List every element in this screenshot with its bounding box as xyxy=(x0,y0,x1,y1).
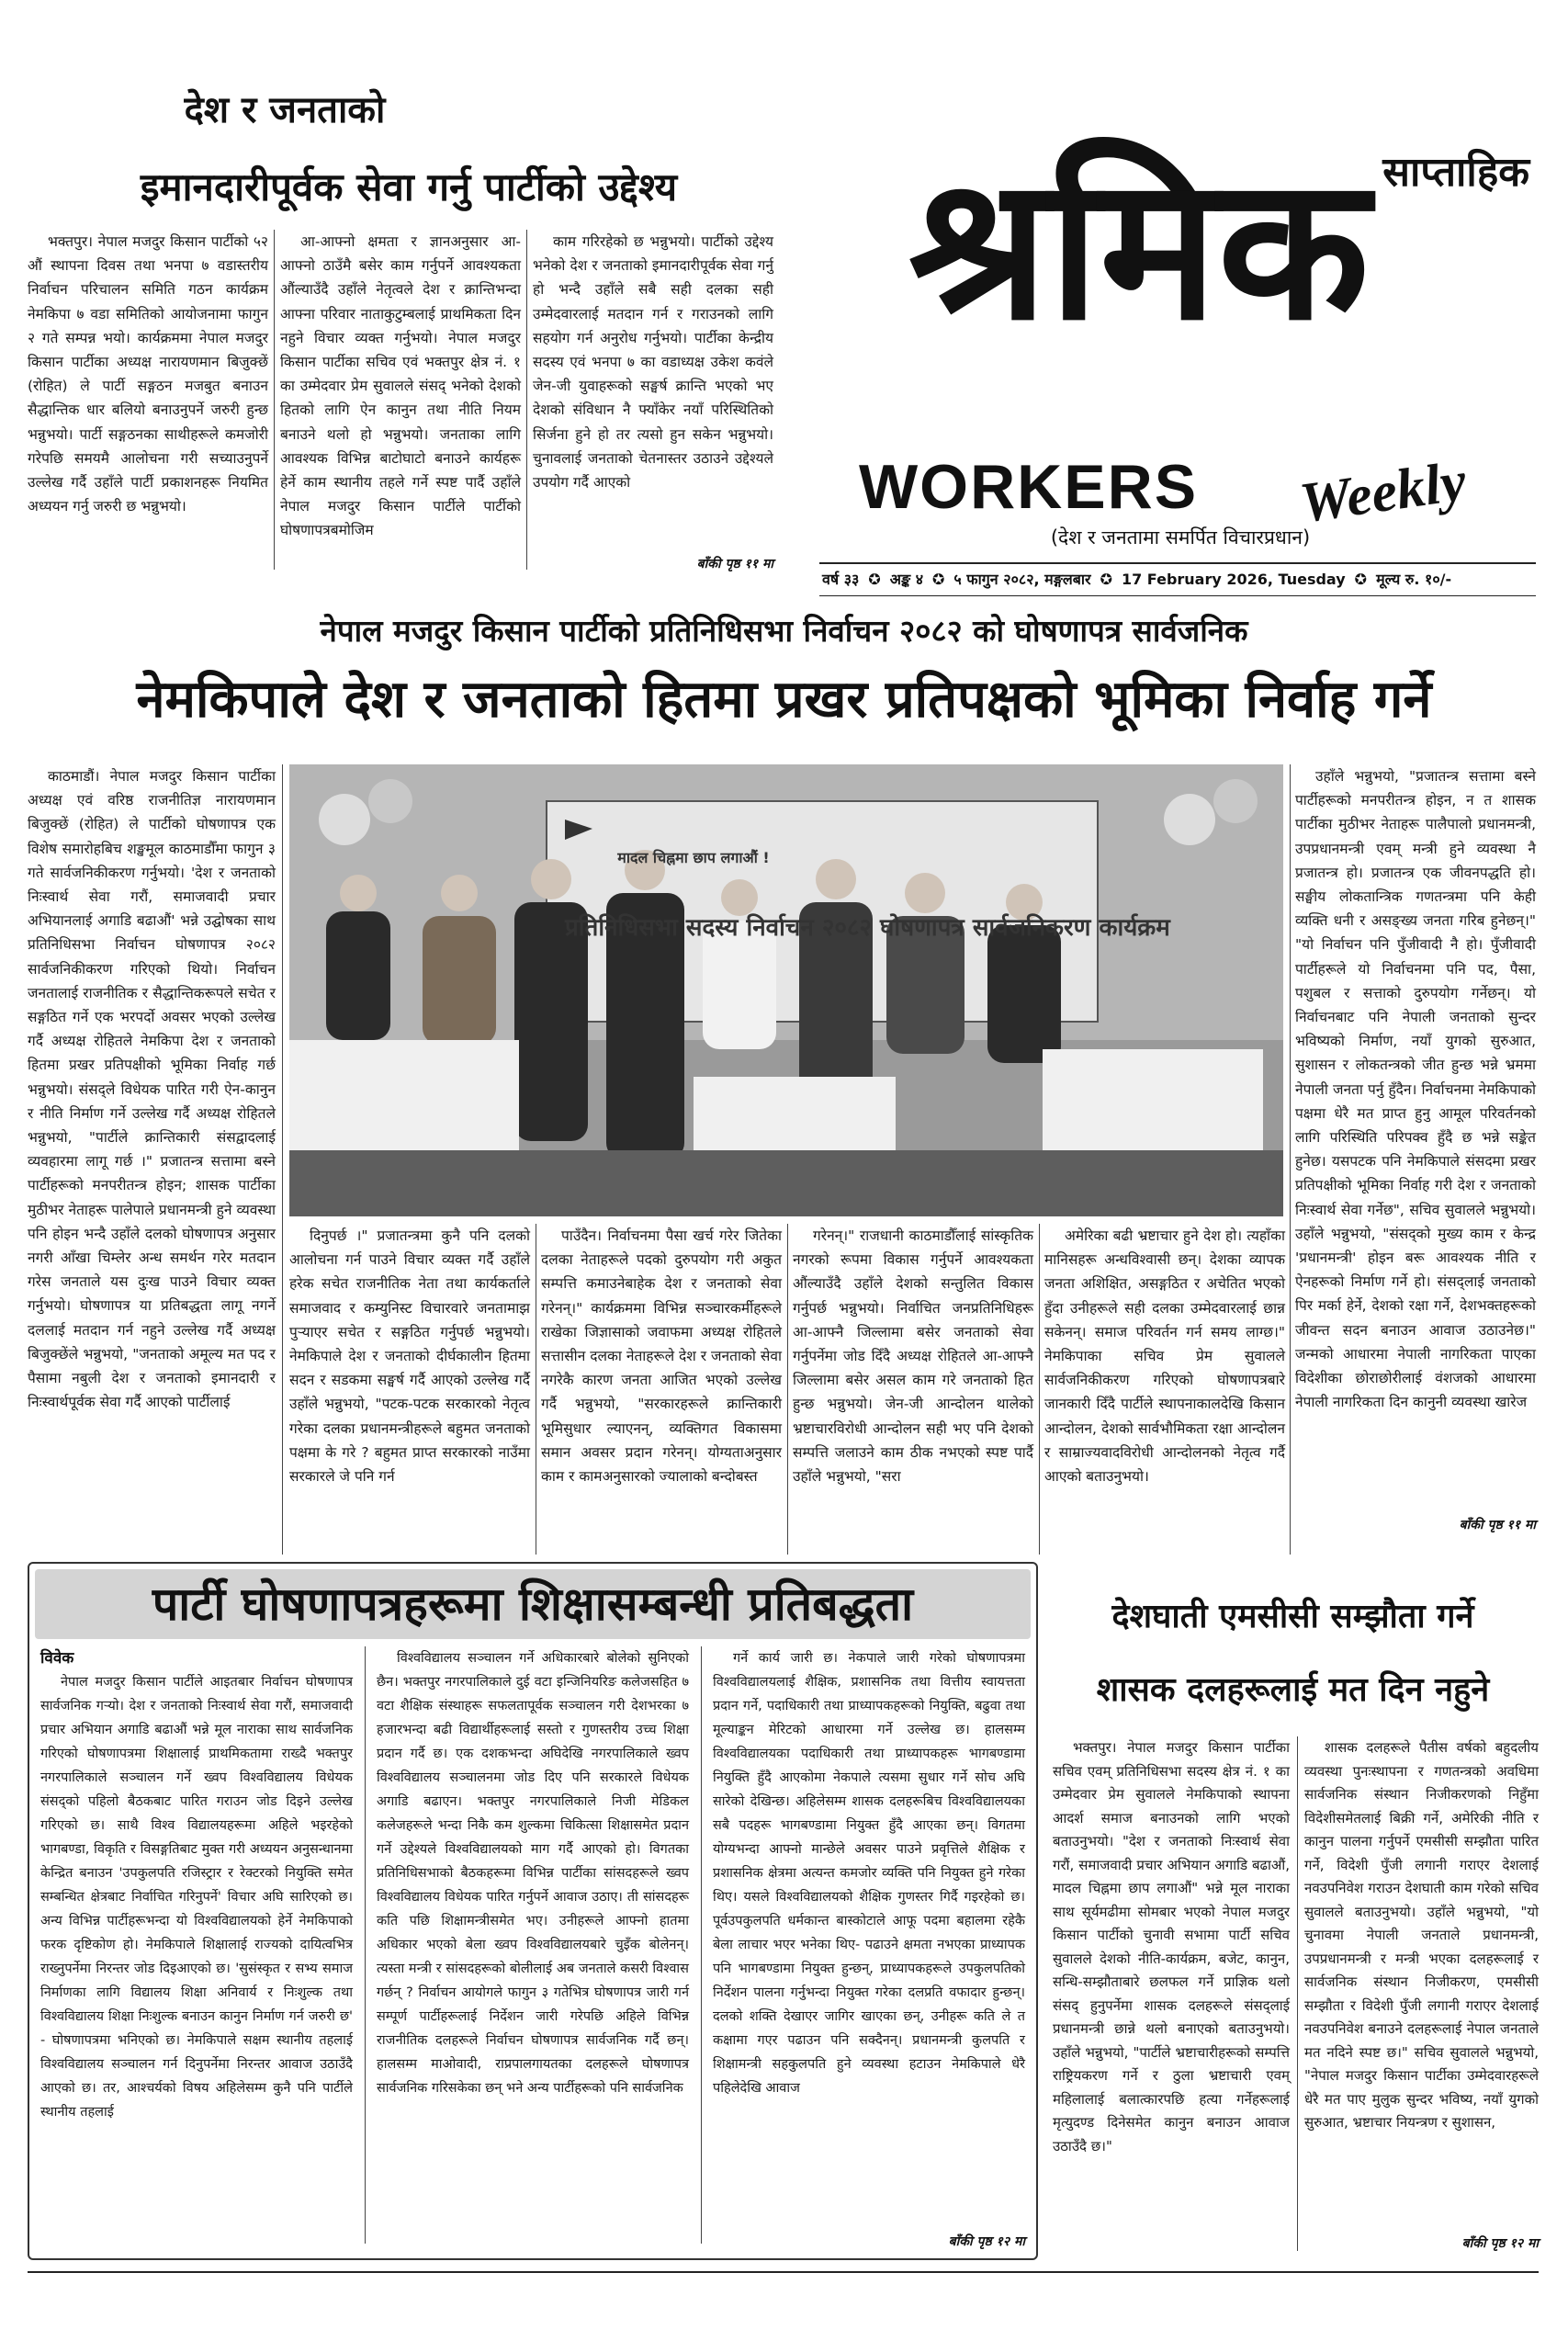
education-col3: गर्ने कार्य जारी छ। नेकपाले जारी गरेको घोषणापत्रमा विश्वविद्यालयलाई शैक्षिक, प्रशासनिक तथा वित्तीय स्वायत्तता प्रदान गर्ने, पदाधिकारी तथा प्राध्यापकहरूको नियुक्ति, बढुवा तथा मूल्याङ्कन मेरिटको आधारमा गर्ने उल्लेख छ। हालसम्म विश्वविद्यालयका पदाधिकारी तथा प्राध्यापकहरू भागबण्डामा नियुक्ति हुँदै आएकोमा नेकपाले त्यसमा सुधार गर्ने सोच अघि सारेको देखिन्छ। अहिलेसम्म शासक दलहरूबिच विश्वविद्यालयका सबै पदहरू भागबण्डामा नियुक्त हुँदै आएका छन्। विगतमा योग्यभन्दा आफ्नो मान्छेले अवसर पाउने प्रवृत्तिले शैक्षिक र प्रशासनिक क्षेत्रमा अत्यन्त कमजोर व्यक्ति पनि नियुक्त हुने गरेका थिए। यसले विश्वविद्यालयको शैक्षिक गुणस्तर गिर्दै गइरहेको छ। पूर्वउपकुलपति धर्मकान्त बास्कोटाले आफू पदमा बहालमा रहेकै बेला लाचार भएर भनेका थिए- पढाउने क्षमता नभएका प्राध्यापक पनि भागबण्डामा नियुक्त हुन्छन्, प्राध्यापकहरूले उपकुलपतिको निर्देशन पालना गर्नुभन्दा नियुक्त गरेका दलप्रति वफादार हुन्छन्। दलको शक्ति देखाएर जागिर खाएका छन्, उनीहरू कति ले त कक्षामा गएर पढाउन पनि सक्दैनन्। प्रधानमन्त्री कुलपति र शिक्षामन्त्री सहकुलपति हुने व्यवस्था हटाउन नेमकिपाले धेरै पहिलेदेखि आवाज xyxy=(713,1651,1025,2096)
photo-banner-text: प्रतिनिधिसभा सदस्य निर्वाचन २०८२ घोषणापत्र सार्वजनिकरण कार्यक्रम xyxy=(565,914,1170,942)
lead-bottom-col3: गरेनन्।" राजधानी काठमाडौँलाई सांस्कृतिक नगरको रूपमा विकास गर्नुपर्ने आवश्यकता औंल्याउँदै उहाँले देशको सन्तुलित विकास गर्नुपर्छ भन्नुभयो। निर्वाचित जनप्रतिनिधिहरू आ-आफ्नै जिल्लामा बसेर जनताको सेवा गर्नुपर्नेमा जोड दिँदै अध्यक्ष रोहितले आ-आफ्नै जिल्लामा बसेर असल काम गरे जनताको हित हुन्छ भन्नुभयो। जेन-जी आन्दोलन थालेको भ्रष्टाचारविरोधी आन्दोलन सही भए पनि देशको सम्पत्ति जलाउने काम ठीक नभएको स्पष्ट पार्दै उहाँले भन्नुभयो, "सरा xyxy=(793,1227,1033,1486)
education-continued: बाँकी पृष्ठ १२ मा xyxy=(948,2234,1025,2249)
lead-col-left: काठमाडौं। नेपाल मजदुर किसान पार्टीका अध्यक्ष एवं वरिष्ठ राजनीतिज्ञ नारायणमान बिजुक्छें (रोहित) ले पार्टीको घोषणापत्र एक विशेष समारोहबिच शङ्खमूल काठमाडौँमा फागुन ३ गते सार्वजनिकीकरण गर्नुभयो। 'देश र जनताको निःस्वार्थ सेवा गरौं, समाजवादी प्रचार अभियानलाई अगाडि बढाऔं' भन्ने उद्घोषका साथ प्रतिनिधिसभा निर्वाचन घोषणापत्र २०८२ सार्वजनिकीकरण गरिएको थियो। निर्वाचन जनतालाई राजनीतिक र सैद्धान्तिकरूपले सचेत र सङ्गठित गर्ने एक भरपर्दो अवसर भएको उल्लेख गर्दै अध्यक्ष रोहितले नेमकिपा देश र जनताको हितमा प्रखर प्रतिपक्षीको भूमिका निर्वाह गर्छ भन्नुभयो। संसद्ले विधेयक पारित गरी ऐन-कानुन र नीति निर्माण गर्ने उल्लेख गर्दै अध्यक्ष रोहितले भन्नुभयो, "पार्टीले क्रान्तिकारी संसद्वादलाई व्यवहारमा लागू गर्छ ।" प्रजातन्त्र सत्तामा बस्ने पार्टीहरूको मनपरीतन्त्र होइन; शासक पार्टीका मुठीभर नेताहरू पालेपाले प्रधानमन्त्री हुने व्यवस्था पनि होइन भन्दै उहाँले दलको घोषणापत्र अनुसार नगरी आँखा चिम्लेर अन्ध समर्थन गरेर मतदान गरेस जनताले यस दुःख पाउने विचार व्यक्त गर्नुभयो। घोषणापत्र या प्रतिबद्धता लागू नगर्ने दललाई मतदान गर्न नहुने उल्लेख गर्दै अध्यक्ष बिजुक्छेंले भन्नुभयो, "जनताको अमूल्य मत पद र पैसामा नबुली देश र जनताको इमानदारी र निःस्वार्थपूर्वक सेवा गर्दै आएको पार्टीलाई xyxy=(28,768,276,1411)
lead-bottom-col1: दिनुपर्छ ।" प्रजातन्त्रमा कुनै पनि दलको आलोचना गर्न पाउने विचार व्यक्त गर्दै उहाँले हरेक सचेत राजनीतिक नेता तथा कार्यकर्ताले समाजवाद र कम्युनिस्ट विचारवारे जनतामाझ पुऱ्याएर सचेत र सङ्गठित गर्नुपर्छ भन्नुभयो। नेमकिपाले देश र जनताको दीर्घकालीन हितमा सदन र सडकमा सङ्घर्ष गर्दै आएको उल्लेख गर्दै उहाँले भन्नुभयो, "पटक-पटक सरकारको नेतृत्व गरेका दलका प्रधानमन्त्रीहरूले बहुमत जनताको पक्षमा के गरे ? बहुमत प्राप्त सरकारको नाउँमा सरकारले जे पनि गर्न xyxy=(289,1227,530,1486)
top-story-col1: भक्तपुर। नेपाल मजदुर किसान पार्टीको ५२ औं स्थापना दिवस तथा भनपा ७ वडास्तरीय निर्वाचन परिचालन समिति गठन कार्यक्रम नेमकिपा ७ वडा समितिको आयोजनामा फागुन २ गते सम्पन्न भयो। कार्यक्रममा नेपाल मजदुर किसान पार्टीका अध्यक्ष नारायणमान बिजुक्छें (रोहित) ले पार्टी सङ्गठन मजबुत बनाउन सैद्धान्तिक धार बलियो बनाउनुपर्ने जरुरी हुन्छ भन्नुभयो। पार्टी सङ्गठनका साथीहरूले कमजोरी गरेपछि समयमै आलोचना गरी सच्याउनुपर्ने उल्लेख गर्दै उहाँले पार्टी प्रकाशनहरू नियमित अध्ययन गर्नु जरुरी छ भन्नुभयो। xyxy=(28,233,268,515)
mcc-headline-line2: शासक दलहरूलाई मत दिन नहुने xyxy=(1096,1671,1490,1709)
mcc-col2: शासक दलहरूले पैतीस वर्षको बहुदलीय व्यवस्था पुनःस्थापना र गणतन्त्रको अवधिमा सार्वजनिक संस्थान निजीकरणको निहुँमा विदेशीसमेतलाई बिक्री गर्ने, अमेरिकी नीति र कानुन पालना गर्नुपर्ने एमसीसी सम्झौता पारित गर्ने, विदेशी पुँजी लगानी गराएर देशलाई नवउपनिवेश गराउन देशघाती काम गरेको सचिव सुवालले बताउनुभयो। उहाँले भन्नुभयो, "यो चुनावमा नेपाली जनताले प्रधानमन्त्री, उपप्रधानमन्त्री र मन्त्री भएका दलहरूलाई र सार्वजनिक संस्थान निजीकरण, एमसीसी सम्झौता र विदेशी पुँजी लगानी गराएर देशलाई नवउपनिवेश बनाउने दलहरूलाई नेपाल जनताले मत नदिने स्पष्ट छ।" सचिव सुवालले भन्नुभयो, "नेपाल मजदुर किसान पार्टीका उम्मेदवारहरूले धेरै मत पाए मुलुक सुन्दर भविष्य, नयाँ युगको सुरुआत, भ्रष्टाचार नियन्त्रण र सुशासन, xyxy=(1304,1739,1539,2131)
top-story-continued: बाँकी पृष्ठ ११ मा xyxy=(696,557,773,571)
issue: अङ्क ४ xyxy=(889,571,924,588)
masthead-weekly-np: साप्ताहिक xyxy=(1382,149,1529,196)
lead-headline: नेमकिपाले देश र जनताको हितमा प्रखर प्रतिपक्षको भूमिका निर्वाह गर्ने xyxy=(136,670,1432,729)
top-story-title-line1: देश र जनताको xyxy=(184,89,386,131)
lead-col-right: उहाँले भन्नुभयो, "प्रजातन्त्र सत्तामा बस्ने पार्टीहरूको मनपरीतन्त्र होइन, न त शासक पार्टीका मुठीभर नेताहरू पालैपालो प्रधानमन्त्री, उपप्रधानमन्त्री एवम् मन्त्री हुने व्यवस्था नै प्रजातन्त्र हो। प्रजातन्त्र एक जीवनपद्धति हो। सङ्घीय लोकतान्त्रिक गणतन्त्रमा पनि केही व्यक्ति धनी र असङ्ख्य जनता गरिब हुनेछन्।" "यो निर्वाचन पनि पुँजीवादी नै हो। पुँजीवादी पार्टीहरूले यो निर्वाचनमा पनि पद, पैसा, पशुबल र सत्ताको दुरुपयोग गर्नेछन्। यो निर्वाचनबाट पनि नेपाली जनताको सुन्दर भविष्यको निर्माण, नयाँ युगको सुरुआत, सुशासन र लोकतन्त्रको जीत हुन्छ भन्ने भ्रममा नेपाली जनता पर्नु हुँदैन। निर्वाचनमा नेमकिपाको पक्षमा धेरै मत प्राप्त हुनु आमूल परिवर्तनको लागि परिस्थिति परिपक्व हुँदै छ भन्ने सङ्केत हुनेछ। यसपटक पनि नेमकिपाले संसदमा प्रखर प्रतिपक्षीको भूमिका निर्वाह गरी देश र जनताको निःस्वार्थ सेवा गर्नेछ", सचिव सुवालले भन्नुभयो। उहाँले भन्नुभयो, "संसद्को मुख्य काम र केन्द्र 'प्रधानमन्त्री' होइन बरू आवश्यक नीति र ऐनहरूको निर्माण गर्ने हो। संसद्लाई जनताको पिर मर्का हेर्ने, देशको रक्षा गर्ने, देशभक्तहरूको जीवन्त सदन बनाउन आवाज उठाउनेछ।" जन्मको आधारमा नेपाली नागरिकता पाएका विदेशीका छोराछोरीलाई वंशजको आधारमा नेपाली नागरिकता दिन कानुनी व्यवस्था खारेज xyxy=(1295,768,1536,1411)
lead-kicker: नेपाल मजदुर किसान पार्टीको प्रतिनिधिसभा निर्वाचन २०८२ को घोषणापत्र सार्वजनिक xyxy=(320,613,1248,649)
education-headline: पार्टी घोषणापत्रहरूमा शिक्षासम्बन्धी प्रतिबद्धता xyxy=(152,1577,914,1631)
education-byline: विवेक xyxy=(40,1649,74,1668)
education-col2: विश्वविद्यालय सञ्चालन गर्ने अधिकारबारे बोलेको सुनिएको छैन। भक्तपुर नगरपालिकाले दुई वटा इन्जिनियरिङ कलेजसहित ७ वटा शैक्षिक संस्थाहरू सफलतापूर्वक सञ्चालन गरी देशभरका ७ हजारभन्दा बढी विद्यार्थीहरूलाई सस्तो र गुणस्तरीय उच्च शिक्षा प्रदान गर्दै छ। एक दशकभन्दा अघिदेखि नगरपालिकाले ख्वप विश्वविद्यालय सञ्चालनमा जोड दिए पनि सरकारले विधेयक अगाडि बढाएन। भक्तपुर नगरपालिकाले निजी मेडिकल कलेजहरूले भन्दा निकै कम शुल्कमा चिकित्सा शिक्षासमेत प्रदान गर्ने उद्देश्यले विश्वविद्यालयको माग गर्दै आएको हो। विगतका प्रतिनिधिसभाको बैठकहरूमा विभिन्न पार्टीका सांसदहरूले ख्वप विश्वविद्यालय विधेयक पारित गर्नुपर्ने आवाज उठाए। ती सांसदहरू कति पछि शिक्षामन्त्रीसमेत भए। उनीहरूले आफ्नो हातमा अधिकार भएको बेला ख्वप विश्वविद्यालयबारे चुइँक बोलेनन्। त्यस्ता मन्त्री र सांसदहरूको बोलीलाई अब जनताले कसरी विश्वास गर्छन् ? निर्वाचन आयोगले फागुन ३ गतेभित्र घोषणापत्र जारी गर्न सम्पूर्ण पार्टीहरूलाई निर्देशन जारी गरेपछि अहिले विभिन्न राजनीतिक दलहरूले निर्वाचन घोषणापत्र सार्वजनिक गर्दै छन्। हालसम्म माओवादी, राप्रपालगायतका दलहरूले घोषणापत्र सार्वजनिक गरिसकेका छन् भने अन्य पार्टीहरूको पनि सार्वजनिक xyxy=(377,1651,689,2096)
lead-continued: बाँकी पृष्ठ ११ मा xyxy=(1459,1518,1536,1532)
mcc-headline-line1: देशघाती एमसीसी सम्झौता गर्ने xyxy=(1111,1598,1474,1635)
lead-bottom-col4: अमेरिका बढी भ्रष्टाचार हुने देश हो। त्यहाँका मानिसहरू अन्धविश्वासी छन्। देशका व्यापक जनता अशिक्षित, असङ्गठित र अचेतित भएको हुँदा उनीहरूले सही दलका उम्मेदवारलाई छान्न सकेनन्। समाज परिवर्तन गर्न समय लाग्छ।" नेमकिपाका सचिव प्रेम सुवालले सार्वजनिकीकरण गरिएको घोषणापत्रबारे जानकारी दिँदै पार्टीले स्थापनाकालदेखि किसान आन्दोलन, देशको सार्वभौमिकता रक्षा आन्दोलन र साम्राज्यवादविरोधी आन्दोलनको नेतृत्व गर्दै आएको बताउनुभयो। xyxy=(1044,1227,1285,1486)
masthead-brand: श्रमिक xyxy=(908,131,1370,364)
mcc-continued: बाँकी पृष्ठ १२ मा xyxy=(1461,2236,1539,2251)
date-np: ५ फागुन २०८२, मङ्गलबार xyxy=(953,571,1091,588)
masthead-weekly-en: Weekly xyxy=(1296,449,1471,536)
masthead xyxy=(822,92,1539,570)
mcc-col1: भक्तपुर। नेपाल मजदुर किसान पार्टीका सचिव एवम् प्रतिनिधिसभा सदस्य क्षेत्र नं. १ का उम्मेदवार प्रेम सुवालले नेमकिपाको स्थापना आदर्श समाज बनाउनको लागि भएको बताउनुभयो। "देश र जनताको निःस्वार्थ सेवा गरौं, समाजवादी प्रचार अभियान अगाडि बढाऔं, मादल चिह्नमा छाप लगाऔं" भन्ने मूल नाराका साथ सूर्यमढीमा सोमबार भएको नेपाल मजदुर किसान पार्टीको चुनावी सभामा पार्टी सचिव सुवालले देशको नीति-कार्यक्रम, बजेट, कानुन, सन्धि-सम्झौताबारे छलफल गर्ने प्राज्ञिक थलो संसद् हुनुपर्नेमा शासक दलहरूले संसद्लाई प्रधानमन्त्री छान्ने थलो बनाएको बताउनुभयो। उहाँले भन्नुभयो, "पार्टीले भ्रष्टाचारीहरूको सम्पत्ति राष्ट्रियकरण गर्ने र ठुला भ्रष्टाचारी एवम् महिलालाई बलात्कारपछि हत्या गर्नेहरूलाई मृत्युदण्ड दिनेसमेत कानुन बनाउन आवाज उठाउँदै छ।" xyxy=(1053,1739,1290,2154)
top-story-title-line2: इमानदारीपूर्वक सेवा गर्नु पार्टीको उद्देश्य xyxy=(140,164,678,209)
lead-bottom-col2: पाउँदैन। निर्वाचनमा पैसा खर्च गरेर जितेका दलका नेताहरूले पदको दुरुपयोग गरी अकुत सम्पत्ति कमाउनेबाहेक देश र जनताको सेवा गरेनन्।" कार्यक्रममा विभिन्न सञ्चारकर्मीहरूले राखेका जिज्ञासाको जवाफमा अध्यक्ष रोहितले सत्तासीन दलका नेताहरूले देश र जनताको सेवा नगरेकै कारण जनता आजित भएको उल्लेख गर्दै भन्नुभयो, "सरकारहरूले क्रान्तिकारी भूमिसुधार ल्याएनन्, व्यक्तिगत विकासमा समान अवसर प्रदान गरेनन्। योग्यताअनुसार काम र कामअनुसारको ज्यालाको बन्दोबस्त xyxy=(541,1227,782,1486)
top-story-col2: आ-आफ्नो क्षमता र ज्ञानअनुसार आ-आफ्नो ठाउँमै बसेर काम गर्नुपर्ने आवश्यकता औंल्याउँदै उहाँले नेतृत्वले देश र क्रान्तिभन्दा आफ्ना परिवार नाताकुटुम्बलाई प्राथमिकता दिन नहुने विचार व्यक्त गर्नुभयो। नेपाल मजदुर किसान पार्टीका सचिव एवं भक्तपुर क्षेत्र नं. १ का उम्मेदवार प्रेम सुवालले संसद् भनेको देशको हितको लागि ऐन कानुन तथा नीति नियम बनाउने थलो हो भन्नुभयो। जनताका लागि आवश्यक विभिन्न बाटोघाटो बनाउने कार्यहरू हेर्ने काम स्थानीय तहले गर्ने स्पष्ट पार्दै उहाँले नेपाल मजदुर किसान पार्टीले पार्टीको घोषणापत्रबमोजिम xyxy=(280,233,521,539)
lead-photo xyxy=(289,764,1283,1216)
price: मूल्य रु. १०/- xyxy=(1376,571,1452,588)
masthead-info-bar: वर्ष ३३ ✪ अङ्क ४ ✪ ५ फागुन २०८२, मङ्गलबार ✪ 17 February 2026, Tuesday ✪ मूल्य रु. १०/- xyxy=(822,567,1539,593)
top-story-col3: काम गरिरहेको छ भन्नुभयो। पार्टीको उद्देश्य भनेको देश र जनताको इमानदारीपूर्वक सेवा गर्नु हो भन्दै उहाँले सबै सही दलका सही उम्मेदवारलाई मतदान गर्न र गराउनको लागि सहयोग गर्न अनुरोध गर्नुभयो। पार्टीका केन्द्रीय सदस्य एवं भनपा ७ का वडाध्यक्ष उकेश कवंले जेन-जी युवाहरूको सङ्घर्ष क्रान्ति भएको भए देशको संविधान नै फ्याँकेर नयाँ परिस्थितिको सिर्जना हुने हो तर त्यसो हुन सकेन भन्नुभयो। चुनावलाई जनताको चेतनास्तर उठाउने उद्देश्यले उपयोग गर्दै आएको xyxy=(533,233,773,492)
education-col1: नेपाल मजदुर किसान पार्टीले आइतबार निर्वाचन घोषणापत्र सार्वजनिक गऱ्यो। देश र जनताको निःस्वार्थ सेवा गरौं, समाजवादी प्रचार अभियान अगाडि बढाऔं भन्ने मूल नाराका साथ सार्वजनिक गरिएको घोषणापत्रमा शिक्षालाई प्राथमिकतामा राख्दै भक्तपुर नगरपालिकाले सञ्चालन गर्ने ख्वप विश्वविद्यालय विधेयक संसद्को पहिलो बैठकबाट पारित गराउन जोड दिइने उल्लेख गरिएको छ। साथै विश्व विद्यालयहरूमा अहिले भइरहेको भागबण्डा, विकृति र विसङ्गतिबाट मुक्त गरी अध्ययन अनुसन्धानमा केन्द्रित बनाउन 'उपकुलपति रजिस्ट्रार र रेक्टरको नियुक्ति समेत सम्बन्धित क्षेत्रबाट निर्वाचित गरिनुपर्ने' विचार अघि सारिएको छ। अन्य विभिन्न पार्टीहरूभन्दा यो विश्वविद्यालयको हेर्ने नेमकिपाको फरक दृष्टिकोण हो। नेमकिपाले शिक्षालाई राज्यको दायित्वभित्र राख्नुपर्नेमा निरन्तर जोड दिइआएको छ। 'सुसंस्कृत र सभ्य समाज निर्माणका लागि विद्यालय शिक्षा अनिवार्य र निःशुल्क तथा विश्वविद्यालय शिक्षा निःशुल्क बनाउन कानुन निर्माण गर्न जरुरी छ' - घोषणापत्रमा भनिएको छ। नेमकिपाले सक्षम स्थानीय तहलाई विश्वविद्यालय सञ्चालन गर्न दिनुपर्नेमा निरन्तर आवाज उठाउँदै आएको छ। तर, आश्चर्यको विषय अहिलेसम्म कुनै पनि पार्टीले स्थानीय तहलाई xyxy=(40,1675,353,2120)
masthead-tagline: (देश र जनतामा समर्पित विचारप्रधान) xyxy=(1050,526,1311,548)
photo-slogan: मादल चिह्नमा छाप लगाऔं ! xyxy=(617,849,770,866)
date-en: 17 February 2026, Tuesday xyxy=(1121,571,1346,588)
lead-photo-illustration xyxy=(289,764,1283,1216)
masthead-workers: WORKERS xyxy=(859,452,1199,522)
volume: वर्ष ३३ xyxy=(822,571,860,588)
